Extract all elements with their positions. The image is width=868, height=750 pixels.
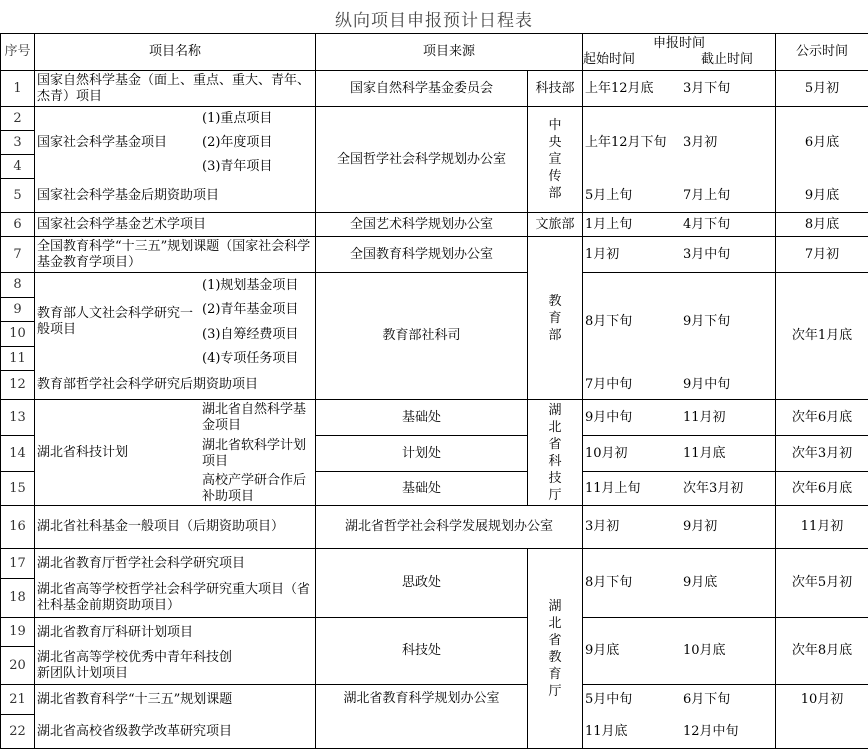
start-time: 8月下旬	[583, 549, 681, 618]
pub-time: 7月初	[776, 237, 868, 273]
start-time: 9月底	[583, 618, 681, 685]
project-subitem: 高校产学研合作后补助项目	[200, 472, 316, 506]
seq-cell: 12	[1, 371, 35, 400]
end-time: 3月下旬	[681, 71, 776, 107]
start-time: 11月底	[583, 715, 681, 749]
pub-time: 次年8月底	[776, 618, 868, 685]
end-time: 11月初	[681, 400, 776, 436]
project-source: 全国教育科学规划办公室	[316, 237, 528, 273]
project-source: 教育部社科司	[316, 273, 528, 400]
project-name: 湖北省教育科学“十三五”规划课题	[35, 685, 316, 715]
pub-time-empty	[776, 715, 868, 749]
project-source: 湖北省哲学社会科学发展规划办公室	[316, 506, 583, 549]
project-subitem: 湖北省软科学计划项目	[200, 436, 316, 472]
end-time: 9月中旬	[681, 371, 776, 400]
seq-cell: 5	[1, 179, 35, 213]
end-time: 7月上旬	[681, 179, 776, 213]
header-seq: 序号	[1, 34, 35, 71]
start-time: 5月中旬	[585, 692, 633, 707]
project-subitem: (3)青年项目	[200, 155, 316, 179]
start-time: 3月初	[583, 506, 681, 549]
dept: 中央宣传部	[548, 118, 562, 201]
seq-cell: 11	[1, 347, 35, 371]
start-time: 11月上旬	[583, 472, 681, 506]
project-source: 全国哲学社会科学规划办公室	[316, 107, 528, 213]
project-name: 国家社会科学基金艺术学项目	[35, 213, 316, 237]
dept: 湖北省科技厅	[548, 402, 562, 503]
start-time: 10月初	[583, 436, 681, 472]
project-name: 湖北省高等学校优秀中青年科技创新团队计划项目	[35, 647, 316, 685]
schedule-table	[0, 33, 868, 749]
project-name: 国家社会科学基金后期资助项目	[35, 179, 316, 213]
start-time: 8月下旬	[585, 314, 633, 329]
end-time: 次年3月初	[681, 472, 776, 506]
project-name: 湖北省教育厅哲学社会科学研究项目	[35, 549, 316, 579]
project-subitem: (4)专项任务项目	[200, 347, 316, 371]
seq-cell: 8	[1, 273, 35, 298]
project-name: 教育部哲学社会科学研究后期资助项目	[35, 371, 316, 400]
header-name: 项目名称	[35, 34, 316, 71]
pub-time: 5月初	[776, 71, 868, 107]
project-source: 全国艺术科学规划办公室	[316, 213, 528, 237]
start-time: 上年12月底	[583, 71, 681, 107]
seq-cell: 20	[1, 647, 35, 685]
project-name: 教育部人文社会科学研究一般项目	[37, 306, 194, 337]
seq-cell: 15	[1, 472, 35, 506]
header-pub: 公示时间	[776, 34, 868, 71]
seq-cell: 10	[1, 322, 35, 347]
start-time: 1月初	[583, 237, 681, 273]
pub-time: 9月底	[776, 179, 868, 213]
seq-cell: 17	[1, 549, 35, 579]
end-time: 9月底	[681, 549, 776, 618]
project-name: 湖北省高校省级教学改革研究项目	[35, 715, 316, 749]
project-subitem: 湖北省自然科学基金项目	[200, 400, 316, 436]
end-time: 11月底	[681, 436, 776, 472]
project-name: 湖北省教育厅科研计划项目	[35, 618, 316, 647]
project-source: 计划处	[316, 436, 528, 472]
pub-time: 次年1月底	[776, 273, 868, 400]
end-time: 4月下旬	[681, 213, 776, 237]
project-source: 基础处	[316, 472, 528, 506]
seq-cell: 4	[1, 155, 35, 179]
end-time: 10月底	[681, 618, 776, 685]
end-time: 3月初	[681, 107, 776, 179]
project-name: 全国教育科学“十三五”规划课题（国家社会科学基金教育学项目）	[35, 237, 316, 273]
seq-cell: 3	[1, 131, 35, 155]
project-source: 国家自然科学基金委员会	[316, 71, 528, 107]
project-subitem: (1)重点项目	[200, 107, 316, 131]
page-title: 纵向项目申报预计日程表	[335, 11, 533, 31]
end-time: 9月初	[681, 506, 776, 549]
project-name: 湖北省科技计划	[35, 400, 200, 506]
header-start: 起始时间	[583, 52, 636, 67]
project-source: 基础处	[316, 400, 528, 436]
pub-time: 8月底	[776, 213, 868, 237]
end-time: 9月下旬	[681, 273, 776, 371]
project-subitem: (3)自筹经费项目	[200, 322, 316, 347]
seq-cell: 13	[1, 400, 35, 436]
project-name: 国家社会科学基金项目	[37, 135, 168, 150]
seq-cell: 7	[1, 237, 35, 273]
seq-cell: 18	[1, 579, 35, 618]
dept: 湖北省教育厅	[548, 598, 562, 699]
header-time-label: 申报时间	[652, 36, 705, 51]
dept: 教育部	[548, 293, 562, 343]
seq-cell: 22	[1, 715, 35, 749]
project-name: 湖北省高等学校哲学社会科学研究重大项目（省社科基金前期资助项目）	[35, 579, 316, 618]
dept: 文旅部	[528, 213, 583, 237]
pub-time: 11月初	[776, 506, 868, 549]
project-name: 国家自然科学基金（面上、重点、重大、青年、杰青）项目	[35, 71, 316, 107]
end-time: 12月中旬	[681, 715, 776, 749]
pub-time: 10月初	[776, 685, 868, 715]
seq-cell: 2	[1, 107, 35, 131]
pub-time: 次年6月底	[776, 472, 868, 506]
start-time: 9月中旬	[583, 400, 681, 436]
seq-cell: 16	[1, 506, 35, 549]
end-time: 3月中旬	[681, 237, 776, 273]
pub-time: 次年6月底	[776, 400, 868, 436]
project-subitem: (2)年度项目	[200, 131, 316, 155]
pub-time: 次年5月初	[776, 549, 868, 618]
start-time: 7月中旬	[583, 371, 681, 400]
pub-time: 6月底	[776, 107, 868, 179]
start-time: 1月上旬	[583, 213, 681, 237]
header-time	[583, 34, 776, 71]
project-source: 科技处	[316, 618, 528, 685]
project-name: 湖北省社科基金一般项目（后期资助项目）	[35, 506, 316, 549]
seq-cell: 19	[1, 618, 35, 647]
seq-cell: 14	[1, 436, 35, 472]
seq-cell: 6	[1, 213, 35, 237]
seq-cell: 21	[1, 685, 35, 715]
seq-cell: 9	[1, 298, 35, 322]
seq-cell: 1	[1, 71, 35, 107]
project-source: 思政处	[316, 549, 528, 618]
project-subitem: (2)青年基金项目	[200, 298, 316, 322]
header-end: 截止时间	[700, 52, 753, 67]
start-time: 5月上旬	[583, 179, 681, 213]
project-subitem: (1)规划基金项目	[200, 273, 316, 298]
end-time: 6月下旬	[681, 685, 776, 715]
start-time: 上年12月下旬	[585, 135, 667, 150]
project-source: 湖北省教育科学规划办公室	[316, 685, 528, 749]
pub-time: 次年3月初	[776, 436, 868, 472]
header-source: 项目来源	[316, 34, 583, 71]
dept: 科技部	[528, 71, 583, 107]
